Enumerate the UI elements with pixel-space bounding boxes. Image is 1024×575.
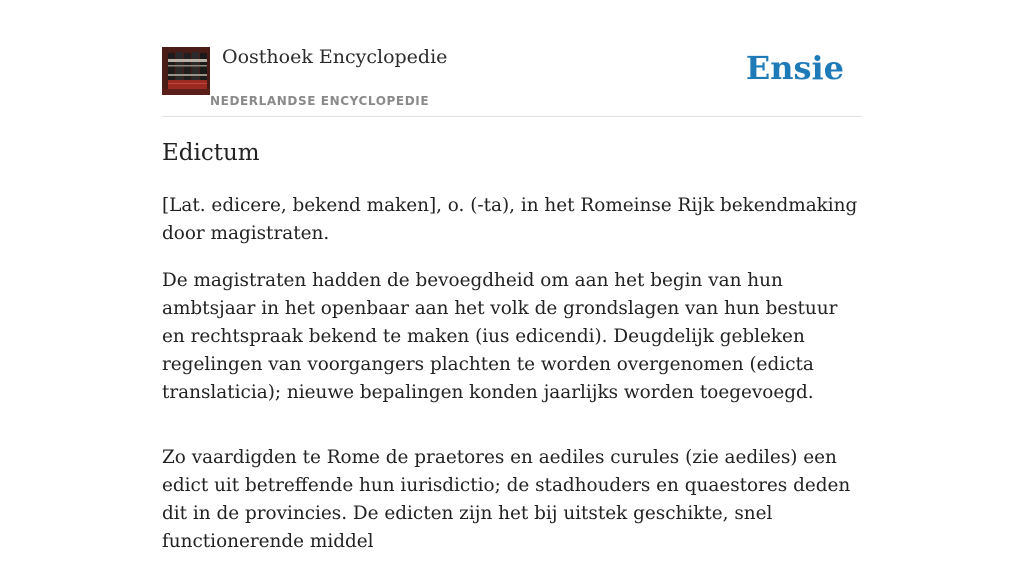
site-subtitle: NEDERLANDSE ENCYCLOPEDIE [210,94,430,108]
site-name-link[interactable]: Oosthoek Encyclopedie [222,46,448,68]
article-paragraph-definition: [Lat. edicere, bekend maken], o. (-ta), in het Romeinse Rijk bekendmaking door magistraten. [162,195,858,244]
book-spines-icon[interactable] [162,47,210,95]
article-paragraph: De magistraten hadden de bevoegdheid om aan het begin van hun ambtsjaar in het openbaar aan het volk de grondslagen van hun bestuur en rechtspraak bekend te maken (ius edicendi). Deugdelijk gebleken regelingen van voorgangers plachten te worden overgenomen (edicta translaticia); nieuwe bepalingen konden jaarlijks worden toegevoegd. [162,270,838,403]
site-header [162,40,862,117]
article-paragraph: Zo vaardigden te Rome de praetores en aediles curules (zie aediles) een edict uit betreffende hun iurisdictio; de stadhouders en quaestores deden dit in de provincies. De edicten zijn het bij uitstek geschikte, snel functionerende middel [162,447,851,552]
ensie-logo-link[interactable]: Ensie [745,49,844,87]
article-body [162,192,864,575]
article-title: Edictum [162,140,260,166]
